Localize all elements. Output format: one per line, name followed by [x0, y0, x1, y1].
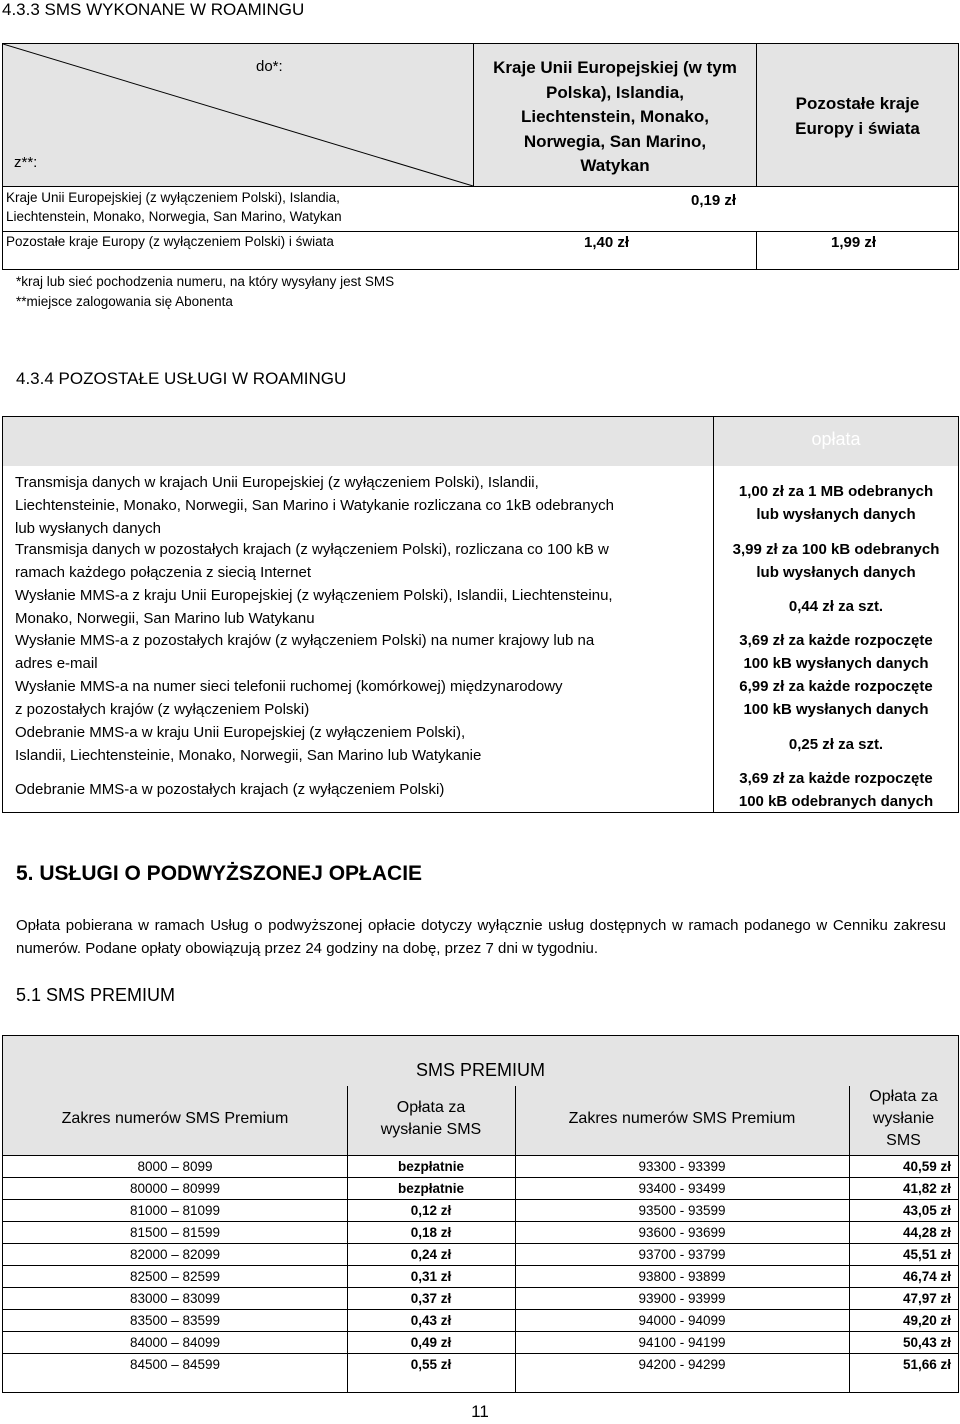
- sms-premium-title: SMS PREMIUM: [415, 1060, 545, 1080]
- table-row: 81500 – 81599 0,18 zł 93600 - 93699 44,28 zł: [3, 1221, 958, 1243]
- service-desc-1: Transmisja danych w krajach Unii Europejskiej (z wyłączeniem Polski), Islandii, Liechtensteinie, Monako, Norwegii, San Marino i Watykanie rozliczana co 1kB odebranych lub wysłanych danych: [15, 474, 614, 537]
- column-header-fee-2: Opłata za wysłanie SMS: [869, 1088, 938, 1149]
- table-row: 83500 – 83599 0,43 zł 94000 - 94099 49,20 zł: [3, 1309, 958, 1331]
- sms-premium-table: [2, 1035, 959, 1393]
- service-fee-5: 6,99 zł za każde rozpoczęte 100 kB wysłanych danych: [739, 678, 933, 718]
- other-roaming-services-table: [2, 416, 959, 813]
- service-fee-3: 0,44 zł za szt.: [788, 598, 884, 615]
- section-title-434: 4.3.4 POZOSTAŁE USŁUGI W ROAMINGU: [16, 369, 347, 388]
- footnote-2: **miejsce zalogowania się Abonenta: [16, 294, 233, 309]
- table-row: 84500 – 84599 0,55 zł 94200 - 94299 51,66 zł: [3, 1353, 958, 1375]
- service-desc-3: Wysłanie MMS-a z kraju Unii Europejskiej (z wyłączeniem Polski), Islandii, Liechtensteinu, Monako, Norwegii, San Marino lub Watykanu: [15, 587, 613, 627]
- section-title-433: 4.3.3 SMS WYKONANE W ROAMINGU: [2, 0, 305, 19]
- table-row: 84000 – 84099 0,49 zł 94100 - 94199 50,43 zł: [3, 1331, 958, 1353]
- service-fee-1: 1,00 zł za 1 MB odebranych lub wysłanych danych: [738, 483, 934, 523]
- table-row: 8000 – 8099 bezpłatnie 93300 - 93399 40,59 zł: [3, 1155, 958, 1177]
- table-row: 82500 – 82599 0,31 zł 93800 - 93899 46,74 zł: [3, 1265, 958, 1287]
- column-header-eu: Kraje Unii Europejskiej (w tym Polska), Islandia, Liechtenstein, Monako, Norwegia, San Marino, Watykan: [493, 58, 737, 175]
- column-header-other: Pozostałe kraje Europy i świata: [795, 94, 920, 138]
- column-header-range-1: Zakres numerów SMS Premium: [61, 1110, 289, 1127]
- section-title-5: 5. USŁUGI O PODWYŻSZONEJ OPŁACIE: [16, 862, 423, 885]
- service-desc-2: Transmisja danych w pozostałych krajach (z wyłączeniem Polski), rozliczana co 100 kB w ramach każdego połączenia z siecią Internet: [15, 541, 609, 581]
- column-header-fee-1: Opłata za wysłanie SMS: [380, 1099, 482, 1138]
- service-fee-7: 3,69 zł za każde rozpoczęte 100 kB odebranych danych: [738, 770, 934, 810]
- service-desc-6: Odebranie MMS-a w kraju Unii Europejskiej (z wyłączeniem Polski), Islandii, Liechtensteinie, Monako, Norwegii, San Marino lub Watykanie: [15, 724, 482, 764]
- service-fee-4: 3,69 zł za każde rozpoczęte 100 kB wysłanych danych: [739, 632, 933, 672]
- table-row: 80000 – 80999 bezpłatnie 93400 - 93499 41,82 zł: [3, 1177, 958, 1199]
- sms-roaming-table: [2, 43, 959, 270]
- row-label-eu: Kraje Unii Europejskiej (z wyłączeniem Polski), Islandia, Liechtenstein, Monako, Norwegia, San Marino, Watykan: [6, 190, 342, 224]
- page-number: 11: [471, 1402, 489, 1421]
- column-header-range-2: Zakres numerów SMS Premium: [568, 1110, 796, 1127]
- fee-column-header: opłata: [811, 429, 861, 449]
- service-desc-4: Wysłanie MMS-a z pozostałych krajów (z wyłączeniem Polski) na numer krajowy lub na adres e-mail: [15, 632, 595, 672]
- footnote-1: *kraj lub sieć pochodzenia numeru, na który wysyłany jest SMS: [16, 274, 395, 289]
- table-row: 83000 – 83099 0,37 zł 93900 - 93999 47,97 zł: [3, 1287, 958, 1309]
- diagonal-divider: [3, 44, 474, 186]
- row-value-other-1: 1,40 zł: [584, 234, 630, 251]
- row-label-other: Pozostałe kraje Europy (z wyłączeniem Polski) i świata: [6, 234, 334, 249]
- table-row: 82000 – 82099 0,24 zł 93700 - 93799 45,51 zł: [3, 1243, 958, 1265]
- row-value-eu: 0,19 zł: [691, 192, 737, 209]
- service-desc-7: Odebranie MMS-a w pozostałych krajach (z wyłączeniem Polski): [15, 781, 445, 798]
- do-label: do*:: [256, 58, 283, 75]
- section-title-51: 5.1 SMS PREMIUM: [16, 985, 176, 1005]
- premium-rows: [3, 1155, 958, 1375]
- table-row: 81000 – 81099 0,12 zł 93500 - 93599 43,05 zł: [3, 1199, 958, 1221]
- service-fee-2: 3,99 zł za 100 kB odebranych lub wysłanych danych: [732, 541, 940, 581]
- z-label: z**:: [14, 154, 38, 171]
- service-fee-6: 0,25 zł za szt.: [788, 736, 884, 753]
- section-5-paragraph: Opłata pobierana w ramach Usług o podwyższonej opłacie dotyczy wyłącznie usług dostępnych w ramach podanego w Cenniku zakresu numerów. Podane opłaty obowiązują przez 24 godziny na dobę, przez 7 dni w tygodniu.: [16, 917, 946, 957]
- service-desc-5: Wysłanie MMS-a na numer sieci telefonii ruchomej (komórkowej) międzynarodowy z pozostałych krajów (z wyłączeniem Polski): [15, 678, 563, 718]
- row-value-other-2: 1,99 zł: [831, 234, 877, 251]
